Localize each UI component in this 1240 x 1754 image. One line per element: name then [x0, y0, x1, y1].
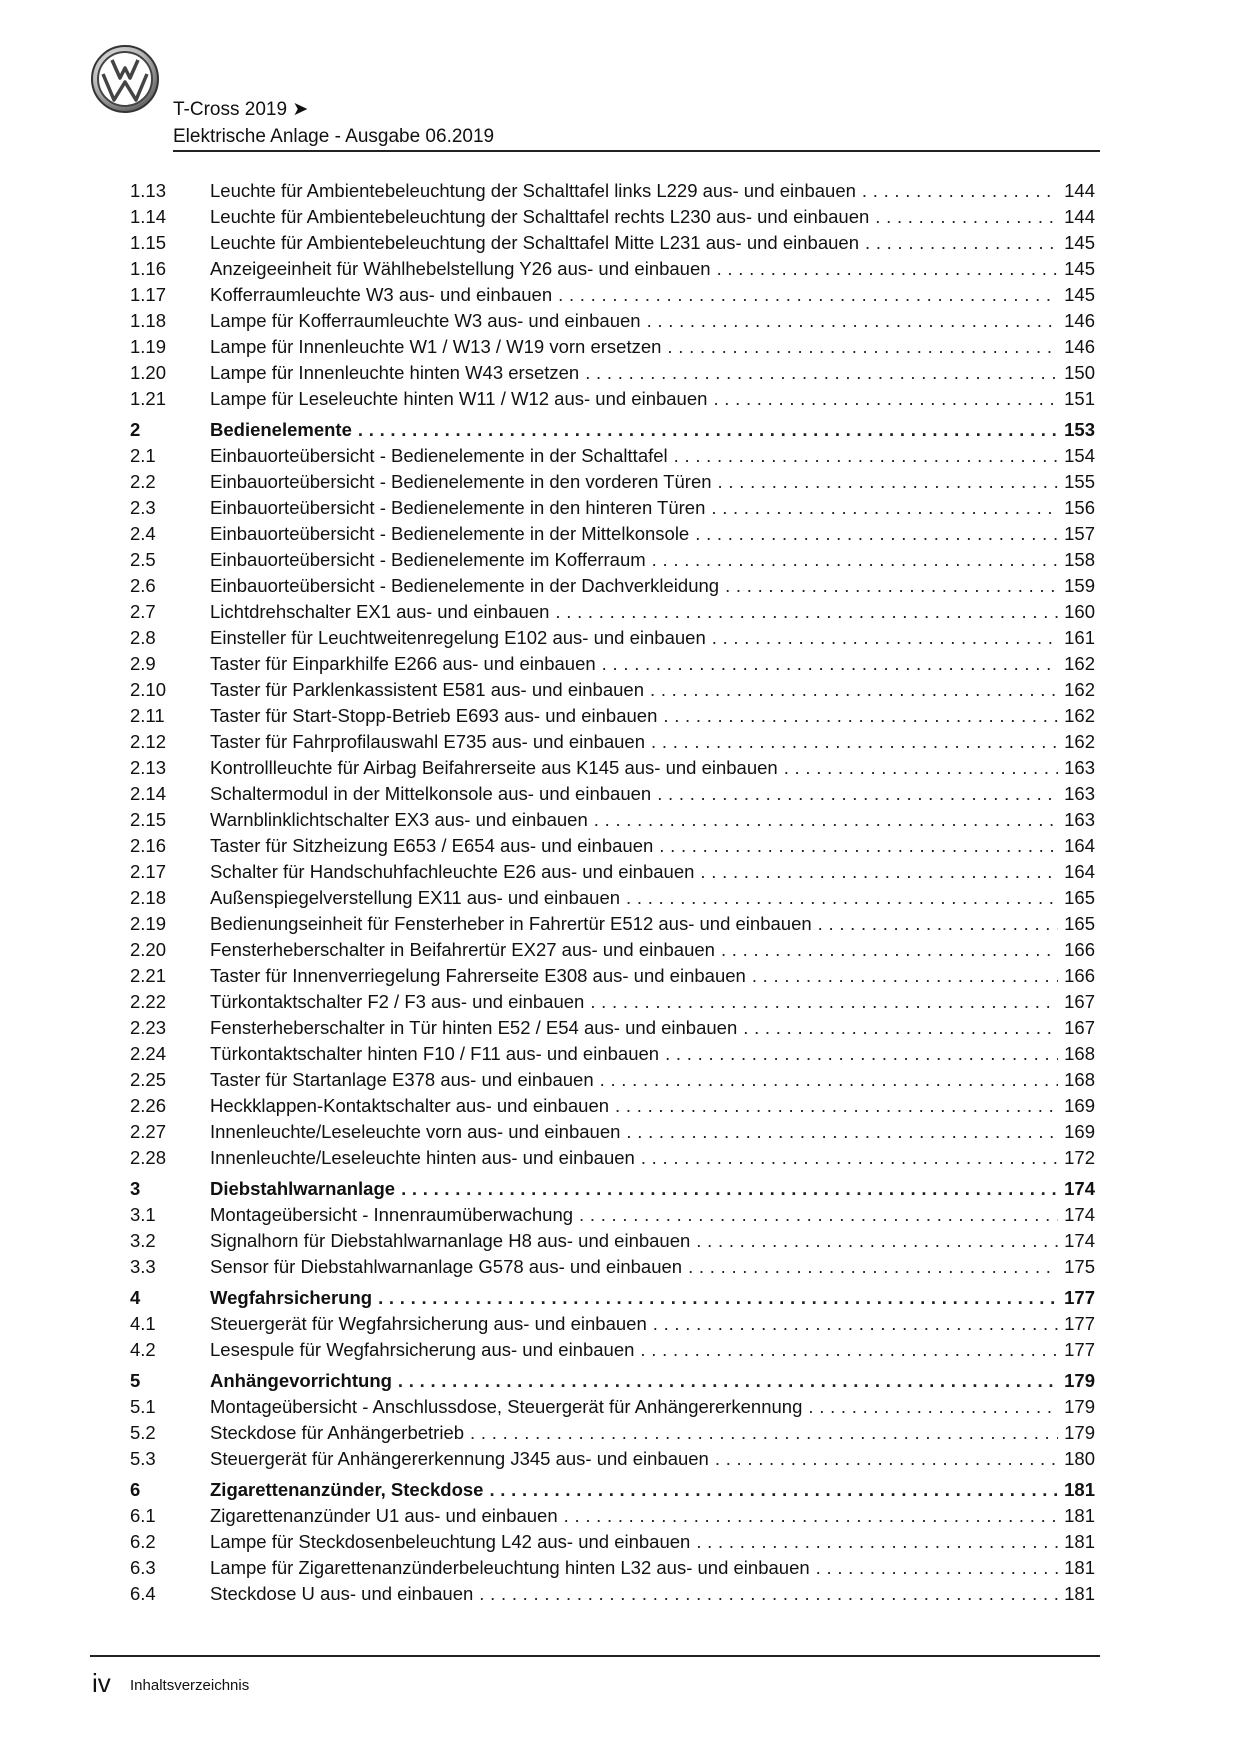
- toc-page: 155: [1064, 471, 1095, 492]
- toc-number: 6.4: [130, 1583, 156, 1604]
- header-divider: [173, 150, 1100, 152]
- toc-page: 167: [1064, 1017, 1095, 1038]
- toc-page: 181: [1064, 1583, 1095, 1604]
- toc-page: 177: [1064, 1313, 1095, 1334]
- toc-leader-dots: [865, 232, 1058, 254]
- toc-title: Fensterheberschalter in Beifahrertür EX27 aus- und einbauen: [210, 939, 715, 960]
- toc-number: 1.19: [130, 336, 167, 357]
- toc-leader-dots: [647, 310, 1059, 332]
- toc-chapter[interactable]: [130, 1366, 1095, 1392]
- toc-page: 145: [1064, 284, 1095, 305]
- toc-leader-dots: [784, 757, 1058, 779]
- toc-page: 158: [1064, 549, 1095, 570]
- toc-number: 2.26: [130, 1095, 167, 1116]
- toc-entry[interactable]: [130, 176, 1095, 202]
- toc-leader-dots: [358, 419, 1058, 441]
- toc-entry[interactable]: [130, 1226, 1095, 1252]
- toc-leader-dots: [640, 1339, 1058, 1361]
- toc-leader-dots: [862, 180, 1058, 202]
- toc-entry[interactable]: [130, 961, 1095, 987]
- toc-number: 5.3: [130, 1448, 156, 1469]
- toc-leader-dots: [657, 783, 1058, 805]
- toc-title: Signalhorn für Diebstahlwarnanlage H8 aus- und einbauen: [210, 1230, 691, 1251]
- toc-number: 4.1: [130, 1313, 156, 1334]
- toc-page: 163: [1064, 783, 1095, 804]
- toc-leader-dots: [743, 1017, 1058, 1039]
- toc-page: 181: [1064, 1479, 1095, 1500]
- toc-entry[interactable]: [130, 467, 1095, 493]
- toc-number: 2.18: [130, 887, 167, 908]
- toc-entry[interactable]: [130, 1335, 1095, 1361]
- toc-page: 162: [1064, 731, 1095, 752]
- toc-leader-dots: [564, 1505, 1058, 1527]
- toc-leader-dots: [594, 809, 1058, 831]
- toc-title: Sensor für Diebstahlwarnanlage G578 aus- und einbauen: [210, 1256, 683, 1277]
- toc-number: 5: [130, 1370, 141, 1391]
- toc-leader-dots: [615, 1095, 1058, 1117]
- toc-title: Heckklappen-Kontaktschalter aus- und einbauen: [210, 1095, 610, 1116]
- toc-page: 156: [1064, 497, 1095, 518]
- toc-page: 167: [1064, 991, 1095, 1012]
- toc-leader-dots: [398, 1370, 1058, 1392]
- toc-page: 144: [1064, 180, 1095, 201]
- toc-leader-dots: [715, 1448, 1058, 1470]
- toc-leader-dots: [665, 1043, 1058, 1065]
- toc-number: 2.20: [130, 939, 167, 960]
- toc-page: 159: [1064, 575, 1095, 596]
- toc-leader-dots: [667, 336, 1058, 358]
- toc-leader-dots: [479, 1583, 1058, 1605]
- toc-leader-dots: [711, 497, 1058, 519]
- toc-number: 2.16: [130, 835, 167, 856]
- toc-chapter[interactable]: [130, 1174, 1095, 1200]
- toc-leader-dots: [688, 1256, 1058, 1278]
- toc-page: 174: [1064, 1204, 1095, 1225]
- toc-page: 162: [1064, 705, 1095, 726]
- toc-title: Leuchte für Ambientebeleuchtung der Schalttafel rechts L230 aus- und einbauen: [210, 206, 870, 227]
- toc-entry[interactable]: [130, 384, 1095, 410]
- toc-chapter[interactable]: [130, 1475, 1095, 1501]
- toc-number: 3.2: [130, 1230, 156, 1251]
- toc-leader-dots: [725, 575, 1058, 597]
- toc-entry[interactable]: [130, 987, 1095, 1013]
- toc-page: 151: [1064, 388, 1095, 409]
- toc-number: 2.9: [130, 653, 156, 674]
- toc-title: Lampe für Kofferraumleuchte W3 aus- und einbauen: [210, 310, 641, 331]
- toc-entry[interactable]: [130, 597, 1095, 623]
- toc-entry[interactable]: [130, 571, 1095, 597]
- toc-page: 157: [1064, 523, 1095, 544]
- toc-leader-dots: [663, 705, 1058, 727]
- toc-leader-dots: [652, 549, 1058, 571]
- toc-page: 177: [1064, 1287, 1095, 1308]
- toc-title: Türkontaktschalter hinten F10 / F11 aus- und einbauen: [210, 1043, 660, 1064]
- toc-number: 2.1: [130, 445, 156, 466]
- toc-leader-dots: [602, 653, 1058, 675]
- toc-page: 175: [1064, 1256, 1095, 1277]
- toc-title: Leuchte für Ambientebeleuchtung der Schalttafel Mitte L231 aus- und einbauen: [210, 232, 859, 253]
- toc-title: Bedienungseinheit für Fensterheber in Fahrertür E512 aus- und einbauen: [210, 913, 812, 934]
- toc-title: Lampe für Innenleuchte W1 / W13 / W19 vorn ersetzen: [210, 336, 662, 357]
- toc-title: Steuergerät für Anhängererkennung J345 aus- und einbauen: [210, 1448, 709, 1469]
- toc-number: 6.1: [130, 1505, 156, 1526]
- toc-leader-dots: [713, 388, 1058, 410]
- toc-number: 4.2: [130, 1339, 156, 1360]
- toc-leader-dots: [717, 258, 1059, 280]
- toc-leader-dots: [712, 627, 1058, 649]
- toc-title: Warnblinklichtschalter EX3 aus- und einbauen: [210, 809, 588, 830]
- toc-number: 1.17: [130, 284, 167, 305]
- toc-leader-dots: [650, 679, 1058, 701]
- toc-title: Einbauorteübersicht - Bedienelemente in der Mittelkonsole: [210, 523, 690, 544]
- toc-title: Einsteller für Leuchtweitenregelung E102 aus- und einbauen: [210, 627, 706, 648]
- toc-page: 163: [1064, 809, 1095, 830]
- toc-page: 166: [1064, 965, 1095, 986]
- toc-leader-dots: [818, 913, 1058, 935]
- toc-entry[interactable]: [130, 909, 1095, 935]
- toc-entry[interactable]: [130, 332, 1095, 358]
- toc-title: Leuchte für Ambientebeleuchtung der Schalttafel links L229 aus- und einbauen: [210, 180, 856, 201]
- toc-page: 146: [1064, 336, 1095, 357]
- toc-page: 168: [1064, 1069, 1095, 1090]
- toc-page: 165: [1064, 913, 1095, 934]
- toc-title: Innenleuchte/Leseleuchte hinten aus- und einbauen: [210, 1147, 635, 1168]
- toc-title: Zigarettenanzünder U1 aus- und einbauen: [210, 1505, 558, 1526]
- toc-title: Anzeigeeinheit für Wählhebelstellung Y26 aus- und einbauen: [210, 258, 711, 279]
- toc-entry[interactable]: [130, 1553, 1095, 1579]
- toc-page: 144: [1064, 206, 1095, 227]
- toc-number: 2.6: [130, 575, 156, 596]
- toc-leader-dots: [700, 861, 1058, 883]
- toc-entry[interactable]: [130, 935, 1095, 961]
- toc-page: 174: [1064, 1230, 1095, 1251]
- toc-number: 1.20: [130, 362, 167, 383]
- toc-leader-dots: [600, 1069, 1059, 1091]
- toc-number: 2.7: [130, 601, 156, 622]
- toc-entry[interactable]: [130, 1501, 1095, 1527]
- toc-page: 154: [1064, 445, 1095, 466]
- toc-page: 145: [1064, 258, 1095, 279]
- toc-page: 163: [1064, 757, 1095, 778]
- toc-entry[interactable]: [130, 805, 1095, 831]
- toc-leader-dots: [489, 1479, 1058, 1501]
- toc-title: Zigarettenanzünder, Steckdose: [210, 1479, 484, 1500]
- toc-entry[interactable]: [130, 228, 1095, 254]
- toc-number: 2.25: [130, 1069, 167, 1090]
- toc-leader-dots: [752, 965, 1058, 987]
- toc-leader-dots: [579, 1204, 1058, 1226]
- toc-entry[interactable]: [130, 519, 1095, 545]
- toc-page: 164: [1064, 861, 1095, 882]
- toc-number: 2.21: [130, 965, 167, 986]
- toc-title: Taster für Sitzheizung E653 / E654 aus- und einbauen: [210, 835, 654, 856]
- toc-chapter[interactable]: [130, 1283, 1095, 1309]
- toc-entry[interactable]: [130, 1309, 1095, 1335]
- toc-page: 166: [1064, 939, 1095, 960]
- toc-page: 162: [1064, 679, 1095, 700]
- toc-leader-dots: [653, 1313, 1058, 1335]
- toc-leader-dots: [816, 1557, 1058, 1579]
- toc-entry[interactable]: [130, 1143, 1095, 1169]
- toc-number: 2.8: [130, 627, 156, 648]
- toc-title: Kofferraumleuchte W3 aus- und einbauen: [210, 284, 553, 305]
- toc-page: 172: [1064, 1147, 1095, 1168]
- toc-entry[interactable]: [130, 280, 1095, 306]
- toc-leader-dots: [651, 731, 1058, 753]
- toc-entry[interactable]: [130, 202, 1095, 228]
- toc-entry[interactable]: [130, 779, 1095, 805]
- toc-title: Steckdose für Anhängerbetrieb: [210, 1422, 465, 1443]
- toc-leader-dots: [808, 1396, 1058, 1418]
- toc-page: 181: [1064, 1531, 1095, 1552]
- toc-page: 169: [1064, 1095, 1095, 1116]
- toc-number: 2.12: [130, 731, 167, 752]
- toc-leader-dots: [696, 1230, 1058, 1252]
- toc-page: 164: [1064, 835, 1095, 856]
- toc-entry[interactable]: [130, 883, 1095, 909]
- toc-entry[interactable]: [130, 753, 1095, 779]
- toc-number: 2.23: [130, 1017, 167, 1038]
- toc-number: 6: [130, 1479, 141, 1500]
- toc-leader-dots: [401, 1178, 1058, 1200]
- toc-leader-dots: [558, 284, 1058, 306]
- toc-number: 2.19: [130, 913, 167, 934]
- toc-page: 179: [1064, 1396, 1095, 1417]
- toc-page: 160: [1064, 601, 1095, 622]
- toc-entry[interactable]: [130, 545, 1095, 571]
- toc-entry[interactable]: [130, 701, 1095, 727]
- toc-number: 2.24: [130, 1043, 167, 1064]
- toc-number: 2.2: [130, 471, 156, 492]
- toc-number: 1.21: [130, 388, 167, 409]
- toc-entry[interactable]: [130, 727, 1095, 753]
- toc-entry[interactable]: [130, 1039, 1095, 1065]
- toc-number: 5.1: [130, 1396, 156, 1417]
- toc-number: 1.15: [130, 232, 167, 253]
- toc-number: 2.5: [130, 549, 156, 570]
- toc-entry[interactable]: [130, 1065, 1095, 1091]
- toc-title: Anhängevorrichtung: [210, 1370, 392, 1391]
- toc-title: Taster für Start-Stopp-Betrieb E693 aus- und einbauen: [210, 705, 658, 726]
- toc-page: 179: [1064, 1370, 1095, 1391]
- toc-page: 162: [1064, 653, 1095, 674]
- toc-entry[interactable]: [130, 1444, 1095, 1470]
- toc-entry[interactable]: [130, 857, 1095, 883]
- toc-page: 146: [1064, 310, 1095, 331]
- vw-logo-icon: [90, 44, 160, 114]
- toc-title: Steckdose U aus- und einbauen: [210, 1583, 474, 1604]
- toc-page: 181: [1064, 1557, 1095, 1578]
- toc-title: Taster für Fahrprofilauswahl E735 aus- und einbauen: [210, 731, 646, 752]
- toc-page: 179: [1064, 1422, 1095, 1443]
- toc-leader-dots: [875, 206, 1058, 228]
- toc-leader-dots: [659, 835, 1058, 857]
- toc-title: Einbauorteübersicht - Bedienelemente in der Dachverkleidung: [210, 575, 720, 596]
- toc-leader-dots: [378, 1287, 1058, 1309]
- toc-entry[interactable]: [130, 493, 1095, 519]
- toc-entry[interactable]: [130, 1252, 1095, 1278]
- toc-title: Montageübersicht - Anschlussdose, Steuergerät für Anhängererkennung: [210, 1396, 803, 1417]
- toc-title: Diebstahlwarnanlage: [210, 1178, 396, 1199]
- toc-entry[interactable]: [130, 831, 1095, 857]
- toc-leader-dots: [555, 601, 1058, 623]
- footer-label: Inhaltsverzeichnis: [130, 1677, 250, 1694]
- toc-page: 177: [1064, 1339, 1095, 1360]
- toc-number: 5.2: [130, 1422, 156, 1443]
- toc-number: 1.16: [130, 258, 167, 279]
- toc-entry[interactable]: [130, 1200, 1095, 1226]
- toc-entry[interactable]: [130, 623, 1095, 649]
- toc-number: 3.1: [130, 1204, 156, 1225]
- toc-entry[interactable]: [130, 358, 1095, 384]
- toc-number: 2.22: [130, 991, 167, 1012]
- toc-leader-dots: [470, 1422, 1058, 1444]
- toc-title: Innenleuchte/Leseleuchte vorn aus- und einbauen: [210, 1121, 621, 1142]
- toc-page: 180: [1064, 1448, 1095, 1469]
- page-header: [90, 40, 1100, 150]
- toc-title: Kontrollleuchte für Airbag Beifahrerseite aus K145 aus- und einbauen: [210, 757, 778, 778]
- toc-page: 174: [1064, 1178, 1095, 1199]
- toc-number: 3: [130, 1178, 141, 1199]
- toc-number: 2.28: [130, 1147, 167, 1168]
- toc-number: 2.4: [130, 523, 156, 544]
- toc-page: 169: [1064, 1121, 1095, 1142]
- toc-page: 153: [1064, 419, 1095, 440]
- footer-divider: [90, 1655, 1100, 1657]
- toc-title: Montageübersicht - Innenraumüberwachung: [210, 1204, 574, 1225]
- toc-number: 2.15: [130, 809, 167, 830]
- toc-title: Einbauorteübersicht - Bedienelemente im Kofferraum: [210, 549, 646, 570]
- toc-entry[interactable]: [130, 254, 1095, 280]
- toc-page: 165: [1064, 887, 1095, 908]
- toc-leader-dots: [696, 1531, 1058, 1553]
- toc-entry[interactable]: [130, 1091, 1095, 1117]
- toc-number: 1.14: [130, 206, 167, 227]
- toc-leader-dots: [626, 1121, 1058, 1143]
- toc-chapter[interactable]: [130, 415, 1095, 441]
- toc-title: Lampe für Leseleuchte hinten W11 / W12 aus- und einbauen: [210, 388, 708, 409]
- toc-leader-dots: [641, 1147, 1058, 1169]
- toc-title: Lampe für Zigarettenanzünderbeleuchtung hinten L32 aus- und einbauen: [210, 1557, 810, 1578]
- toc-leader-dots: [585, 362, 1058, 384]
- toc-number: 2.10: [130, 679, 167, 700]
- toc-page: 145: [1064, 232, 1095, 253]
- toc-title: Taster für Innenverriegelung Fahrerseite E308 aus- und einbauen: [210, 965, 746, 986]
- toc-leader-dots: [721, 939, 1058, 961]
- toc-page: 168: [1064, 1043, 1095, 1064]
- toc-title: Außenspiegelverstellung EX11 aus- und einbauen: [210, 887, 621, 908]
- toc-number: 2.17: [130, 861, 167, 882]
- toc-entry[interactable]: [130, 649, 1095, 675]
- toc-leader-dots: [590, 991, 1058, 1013]
- toc-title: Lesespule für Wegfahrsicherung aus- und einbauen: [210, 1339, 635, 1360]
- toc-entry[interactable]: [130, 675, 1095, 701]
- page-number: iv: [92, 1668, 111, 1698]
- toc-number: 1.18: [130, 310, 167, 331]
- toc-number: 2.3: [130, 497, 156, 518]
- toc-leader-dots: [695, 523, 1058, 545]
- toc-page: 181: [1064, 1505, 1095, 1526]
- toc-title: Fensterheberschalter in Tür hinten E52 / E54 aus- und einbauen: [210, 1017, 738, 1038]
- toc-number: 1.13: [130, 180, 167, 201]
- toc-number: 2.14: [130, 783, 167, 804]
- toc-title: Schalter für Handschuhfachleuchte E26 aus- und einbauen: [210, 861, 695, 882]
- table-of-contents: [130, 176, 1095, 1605]
- toc-page: 161: [1064, 627, 1095, 648]
- toc-title: Einbauorteübersicht - Bedienelemente in der Schalttafel: [210, 445, 668, 466]
- toc-title: Bedienelemente: [210, 419, 352, 440]
- toc-title: Taster für Startanlage E378 aus- und einbauen: [210, 1069, 594, 1090]
- toc-number: 2.11: [130, 705, 165, 726]
- toc-number: 2: [130, 419, 141, 440]
- toc-number: 3.3: [130, 1256, 156, 1277]
- toc-entry[interactable]: [130, 1527, 1095, 1553]
- toc-title: Türkontaktschalter F2 / F3 aus- und einbauen: [210, 991, 585, 1012]
- toc-title: Taster für Einparkhilfe E266 aus- und einbauen: [210, 653, 596, 674]
- toc-entry[interactable]: [130, 441, 1095, 467]
- toc-number: 4: [130, 1287, 141, 1308]
- toc-title: Lichtdrehschalter EX1 aus- und einbauen: [210, 601, 550, 622]
- toc-title: Einbauorteübersicht - Bedienelemente in den hinteren Türen: [210, 497, 706, 518]
- toc-number: 6.3: [130, 1557, 156, 1578]
- toc-entry[interactable]: [130, 306, 1095, 332]
- toc-leader-dots: [718, 471, 1059, 493]
- toc-page: 150: [1064, 362, 1095, 383]
- toc-title: Schaltermodul in der Mittelkonsole aus- und einbauen: [210, 783, 652, 804]
- toc-leader-dots: [674, 445, 1058, 467]
- toc-title: Taster für Parklenkassistent E581 aus- und einbauen: [210, 679, 644, 700]
- toc-number: 6.2: [130, 1531, 156, 1552]
- toc-title: Lampe für Innenleuchte hinten W43 ersetzen: [210, 362, 580, 383]
- manual-title: T-Cross 2019 ➤: [173, 99, 309, 120]
- toc-entry[interactable]: [130, 1392, 1095, 1418]
- toc-title: Wegfahrsicherung: [210, 1287, 373, 1308]
- manual-subtitle: Elektrische Anlage - Ausgabe 06.2019: [173, 126, 495, 147]
- toc-title: Lampe für Steckdosenbeleuchtung L42 aus- und einbauen: [210, 1531, 691, 1552]
- toc-entry[interactable]: [130, 1579, 1095, 1605]
- toc-number: 2.27: [130, 1121, 167, 1142]
- toc-leader-dots: [626, 887, 1058, 909]
- toc-number: 2.13: [130, 757, 167, 778]
- toc-entry[interactable]: [130, 1117, 1095, 1143]
- toc-title: Steuergerät für Wegfahrsicherung aus- und einbauen: [210, 1313, 647, 1334]
- toc-title: Einbauorteübersicht - Bedienelemente in den vorderen Türen: [210, 471, 712, 492]
- toc-entry[interactable]: [130, 1418, 1095, 1444]
- toc-entry[interactable]: [130, 1013, 1095, 1039]
